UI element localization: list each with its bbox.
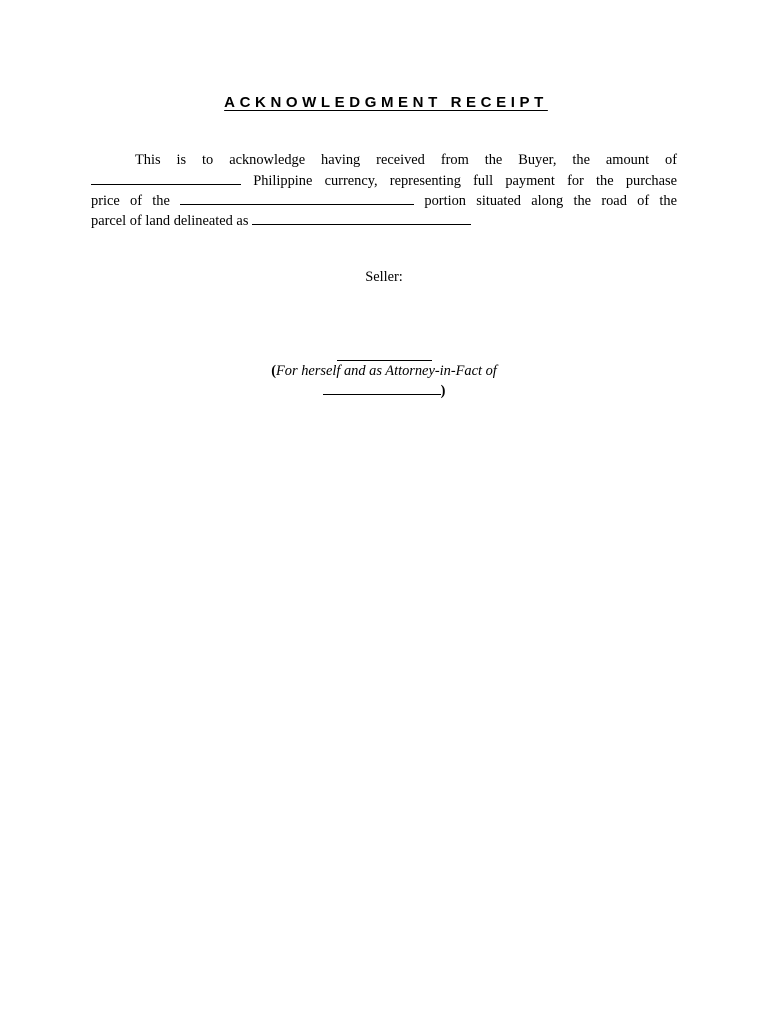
close-paren: ) xyxy=(440,383,446,399)
open-paren: ( xyxy=(271,363,277,379)
amount-blank[interactable] xyxy=(91,170,241,185)
attorney-blank[interactable] xyxy=(323,381,441,395)
portion-blank[interactable] xyxy=(180,190,414,205)
line3-prefix: price of the xyxy=(91,193,170,209)
caption-text: For herself and as Attorney-in-Fact of xyxy=(276,363,497,379)
line1-text: This is to acknowledge having received from the Buyer, the amount of xyxy=(135,152,677,168)
paragraph-line-1 xyxy=(91,150,677,170)
signature-caption xyxy=(0,362,768,381)
document-title xyxy=(0,93,768,113)
seller-label: Seller: xyxy=(365,269,403,285)
attorney-line xyxy=(0,381,768,401)
line3-suffix: portion situated along the road of the xyxy=(424,193,677,209)
parcel-blank[interactable] xyxy=(252,210,471,225)
line2-text: Philippine currency, representing full payment for the purchase xyxy=(253,173,677,189)
title-text: ACKNOWLEDGMENT RECEIPT xyxy=(224,94,548,111)
paragraph-line-4 xyxy=(91,210,677,230)
receipt-paragraph xyxy=(91,150,677,230)
paragraph-line-2 xyxy=(91,170,677,190)
signature-line[interactable] xyxy=(337,360,432,361)
line4-prefix: parcel of land delineated as xyxy=(91,213,249,229)
paragraph-line-3 xyxy=(91,190,677,210)
